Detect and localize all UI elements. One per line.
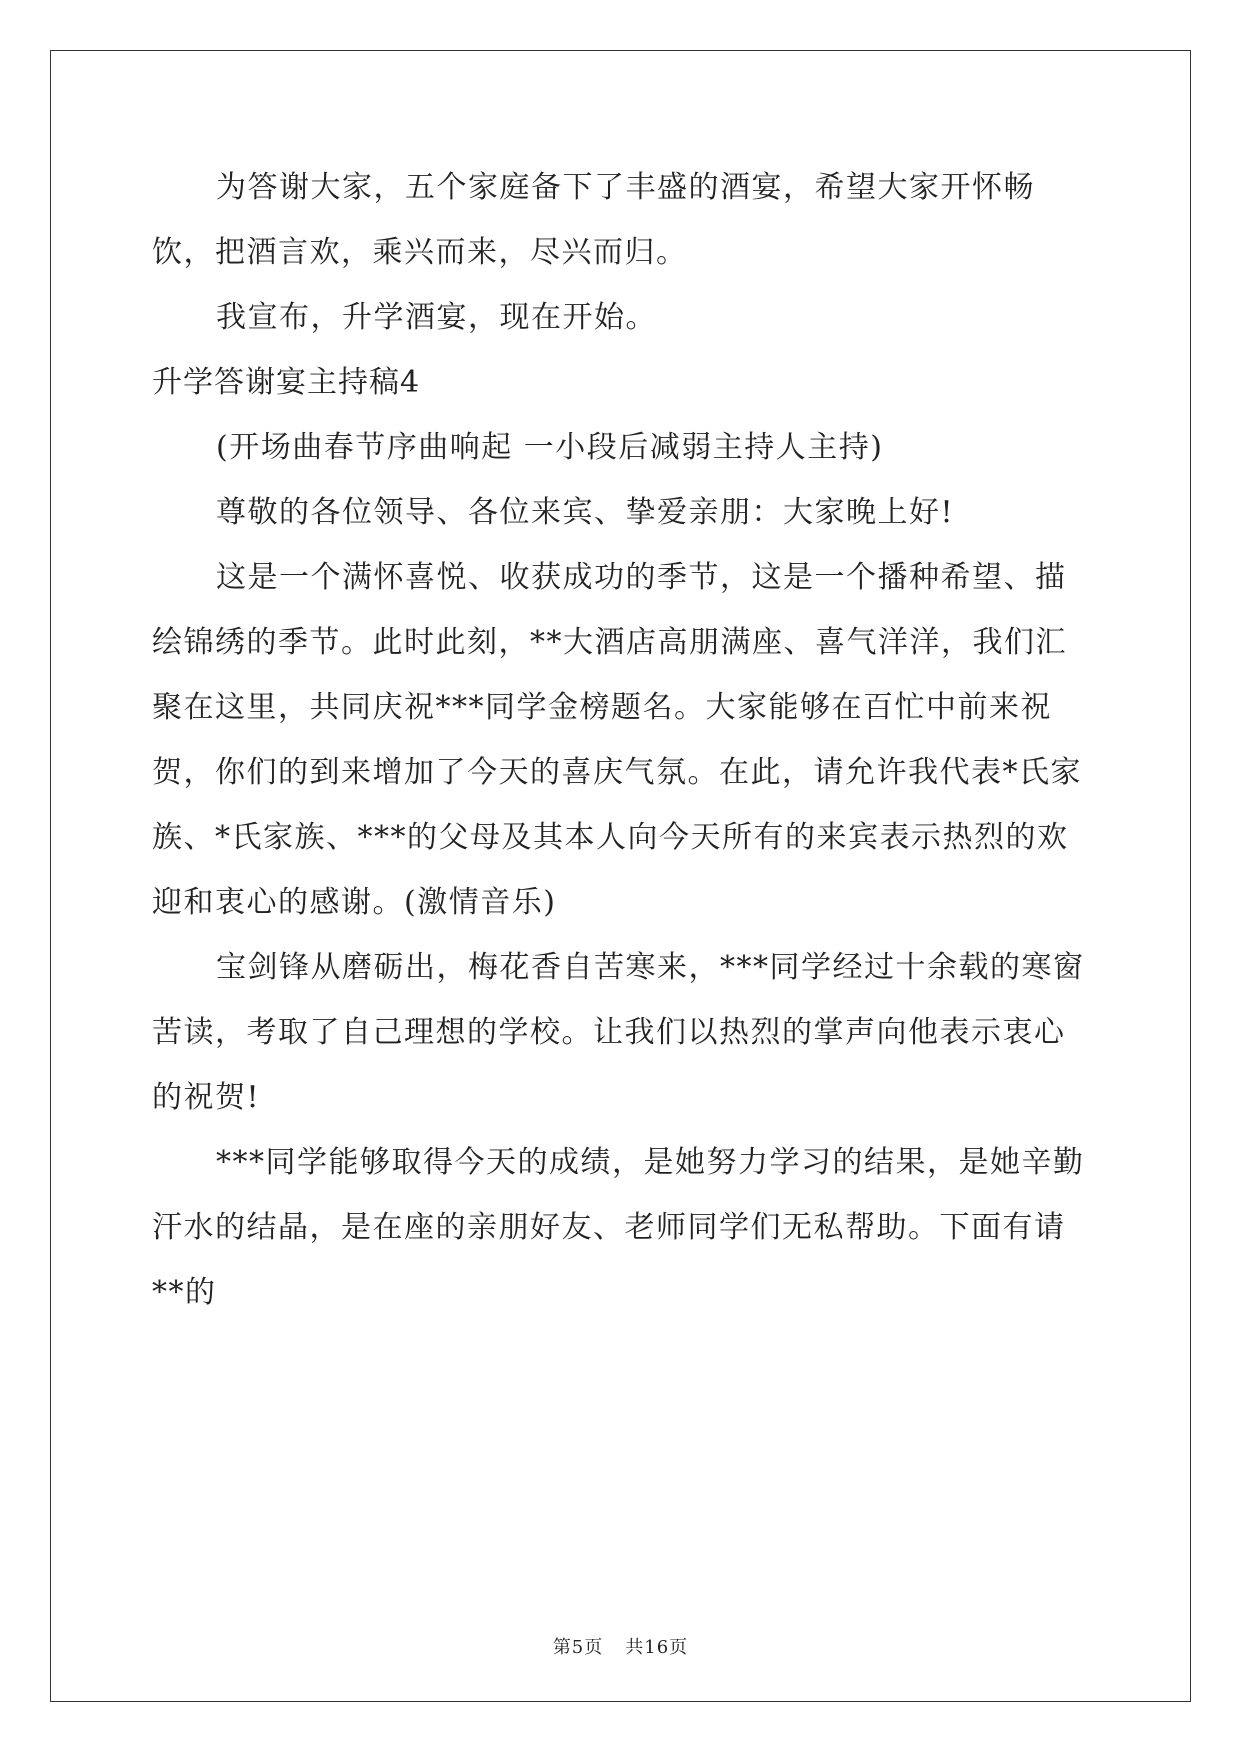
paragraph-stage-direction: (开场曲春节序曲响起 一小段后减弱主持人主持): [216, 430, 884, 465]
paragraph-achievement: ***同学能够取得今天的成绩，是她努力学习的结果，是她辛勤汗水的结晶，是在座的亲朋好友、老师同学们无私帮助。下面有请**的: [152, 1145, 1085, 1310]
document-body: [152, 155, 1092, 1325]
paragraph-greeting: 尊敬的各位领导、各位来宾、挚爱亲朋：大家晚上好!: [216, 495, 955, 530]
page-number: 第5页: [552, 1637, 604, 1658]
paragraph-season: 这是一个满怀喜悦、收获成功的季节，这是一个播种希望、描绘锦绣的季节。此时此刻，**大酒店高朋满座、喜气洋洋，我们汇聚在这里，共同庆祝***同学金榜题名。大家能够在百忙中前来祝贺，你们的到来增加了今天的喜庆气氛。在此，请允许我代表*氏家族、*氏家族、***的父母及其本人向今天所有的来宾表示热烈的欢迎和衷心的感谢。(激情音乐): [152, 560, 1082, 920]
paragraph-thanks: 为答谢大家，五个家庭备下了丰盛的酒宴，希望大家开怀畅饮，把酒言欢，乘兴而来，尽兴而归。: [152, 170, 1035, 270]
paragraph-sword: 宝剑锋从磨砺出，梅花香自苦寒来，***同学经过十余载的寒窗苦读，考取了自己理想的学校。让我们以热烈的掌声向他表示衷心的祝贺!: [152, 950, 1085, 1115]
paragraph-announce: 我宣布，升学酒宴，现在开始。: [216, 300, 657, 335]
total-pages: 共16页: [625, 1637, 689, 1658]
section-heading: 升学答谢宴主持稿4: [152, 365, 421, 400]
page-footer: [0, 1636, 1241, 1660]
